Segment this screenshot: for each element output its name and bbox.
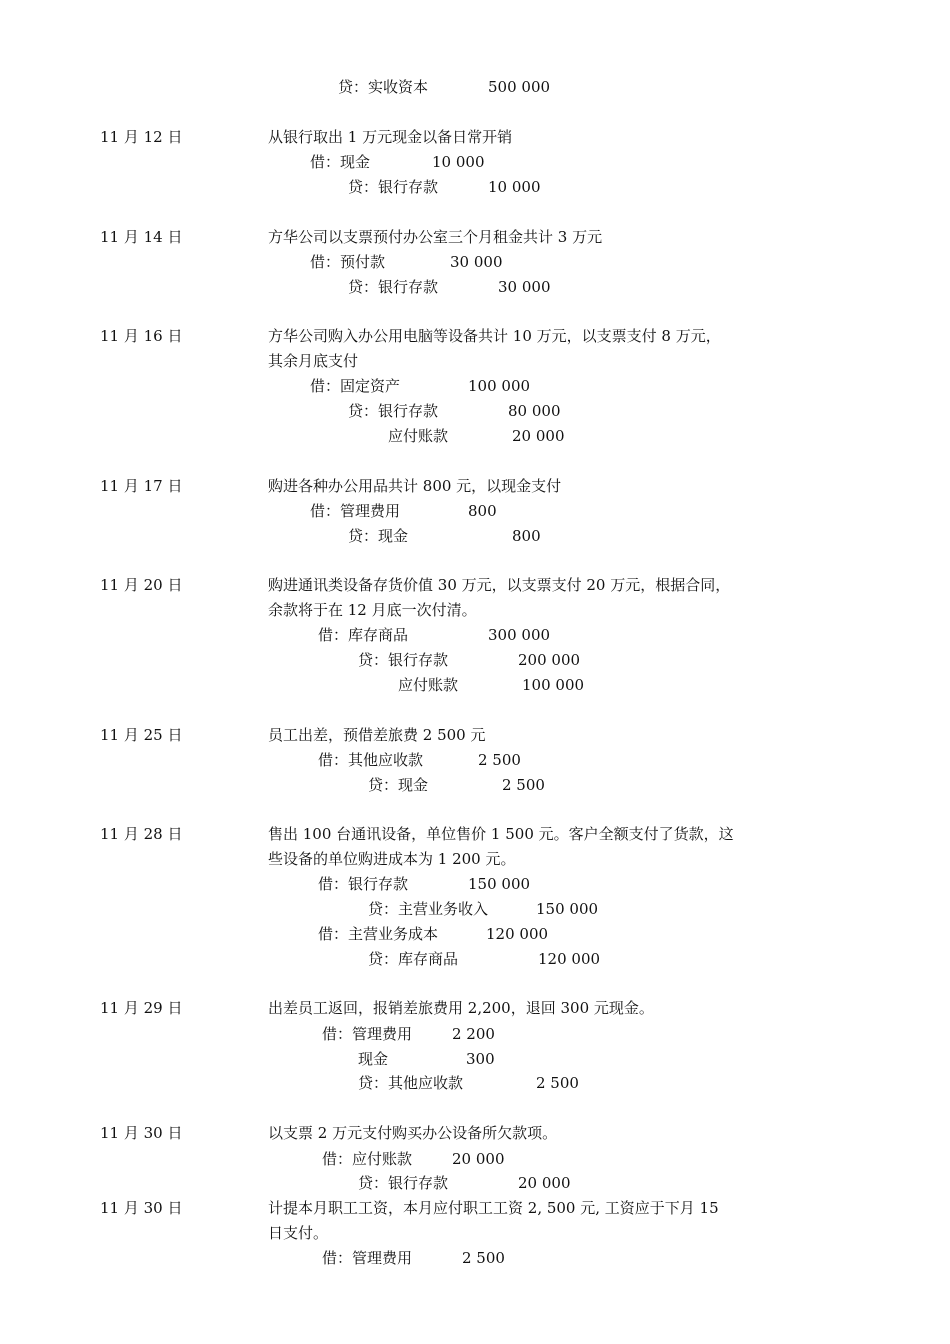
entry-date: 11 月 17 日	[100, 477, 183, 495]
debit-label: 借：银行存款	[318, 875, 409, 893]
credit-amount: 80 000	[508, 402, 561, 420]
credit-label: 贷：主营业务收入	[368, 900, 489, 918]
entry-description: 员工出差，预借差旅费 2 500 元	[268, 726, 486, 744]
entry-description: 购进各种办公用品共计 800 元，以现金支付	[268, 477, 562, 495]
credit-amount: 30 000	[498, 278, 551, 296]
debit-amount: 120 000	[486, 925, 549, 943]
entry-date: 11 月 30 日	[100, 1124, 183, 1142]
credit-amount: 200 000	[518, 651, 581, 669]
credit-amount: 10 000	[488, 178, 541, 196]
credit-label: 贷：库存商品	[368, 950, 459, 968]
credit-amount: 800	[512, 527, 541, 545]
credit-label: 贷：其他应收款	[358, 1074, 464, 1092]
entry-date: 11 月 12 日	[100, 128, 183, 146]
debit-label: 借：预付款	[310, 253, 386, 271]
debit-amount: 150 000	[468, 875, 531, 893]
entry-description: 方华公司购入办公用电脑等设备共计 10 万元，以支票支付 8 万元，	[268, 327, 721, 345]
debit-amount: 2 200	[452, 1025, 495, 1043]
debit-amount: 100 000	[468, 377, 531, 395]
debit-amount: 300 000	[488, 626, 551, 644]
credit-label: 贷：银行存款	[358, 1174, 449, 1192]
entry-date: 11 月 25 日	[100, 726, 183, 744]
entry-description: 购进通讯类设备存货价值 30 万元，以支票支付 20 万元，根据合同，	[268, 576, 731, 594]
entry-date: 11 月 29 日	[100, 999, 183, 1017]
entry-date: 11 月 14 日	[100, 228, 183, 246]
debit-amount: 2 500	[462, 1249, 505, 1267]
credit-amount: 150 000	[536, 900, 599, 918]
debit-label: 借：管理费用	[322, 1249, 413, 1267]
debit-amount: 30 000	[450, 253, 503, 271]
debit-amount: 10 000	[432, 153, 485, 171]
debit-label: 借：其他应收款	[318, 751, 424, 769]
entry-date: 11 月 30 日	[100, 1199, 183, 1217]
entry-description: 计提本月职工工资，本月应付职工工资 2, 500 元, 工资应于下月 15	[268, 1199, 719, 1217]
debit-label: 借：现金	[310, 153, 371, 171]
credit-amount: 20 000	[518, 1174, 571, 1192]
credit-amount: 20 000	[512, 427, 565, 445]
entry-description: 日支付。	[268, 1224, 329, 1242]
debit-label: 借：主营业务成本	[318, 925, 439, 943]
credit-label: 贷：现金	[368, 776, 429, 794]
debit-label: 借：应付账款	[322, 1150, 413, 1168]
entry-date: 11 月 28 日	[100, 825, 183, 843]
debit-label: 借：管理费用	[322, 1025, 413, 1043]
entry-description: 其余月底支付	[268, 352, 359, 370]
debit-amount: 20 000	[452, 1150, 505, 1168]
entry-date: 11 月 20 日	[100, 576, 183, 594]
debit-label: 借：管理费用	[310, 502, 401, 520]
credit-amount: 120 000	[538, 950, 601, 968]
entry-description: 售出 100 台通讯设备，单位售价 1 500 元。客户全额支付了货款，这	[268, 825, 734, 843]
credit-label: 贷：现金	[348, 527, 409, 545]
credit-label: 贷：银行存款	[348, 178, 439, 196]
entry-description: 出差员工返回，报销差旅费用 2,200，退回 300 元现金。	[268, 999, 654, 1017]
credit-label: 应付账款	[388, 427, 449, 445]
debit-amount: 2 500	[478, 751, 521, 769]
entry-description: 余款将于在 12 月底一次付清。	[268, 601, 477, 619]
credit-amount: 2 500	[502, 776, 545, 794]
debit-label: 现金	[358, 1050, 389, 1068]
credit-label: 应付账款	[398, 676, 459, 694]
credit-label: 贷：银行存款	[358, 651, 449, 669]
entry-description: 以支票 2 万元支付购买办公设备所欠款项。	[268, 1124, 558, 1142]
credit-label: 贷：银行存款	[348, 402, 439, 420]
credit-amount: 2 500	[536, 1074, 579, 1092]
debit-amount: 300	[466, 1050, 495, 1068]
debit-amount: 800	[468, 502, 497, 520]
top-credit-amount: 500 000	[488, 78, 551, 96]
entry-description: 方华公司以支票预付办公室三个月租金共计 3 万元	[268, 228, 603, 246]
entry-description: 些设备的单位购进成本为 1 200 元。	[268, 850, 516, 868]
top-credit-label: 贷：实收资本	[338, 78, 429, 96]
debit-label: 借：库存商品	[318, 626, 409, 644]
entry-description: 从银行取出 1 万元现金以备日常开销	[268, 128, 513, 146]
credit-label: 贷：银行存款	[348, 278, 439, 296]
entry-date: 11 月 16 日	[100, 327, 183, 345]
debit-label: 借：固定资产	[310, 377, 401, 395]
credit-amount: 100 000	[522, 676, 585, 694]
